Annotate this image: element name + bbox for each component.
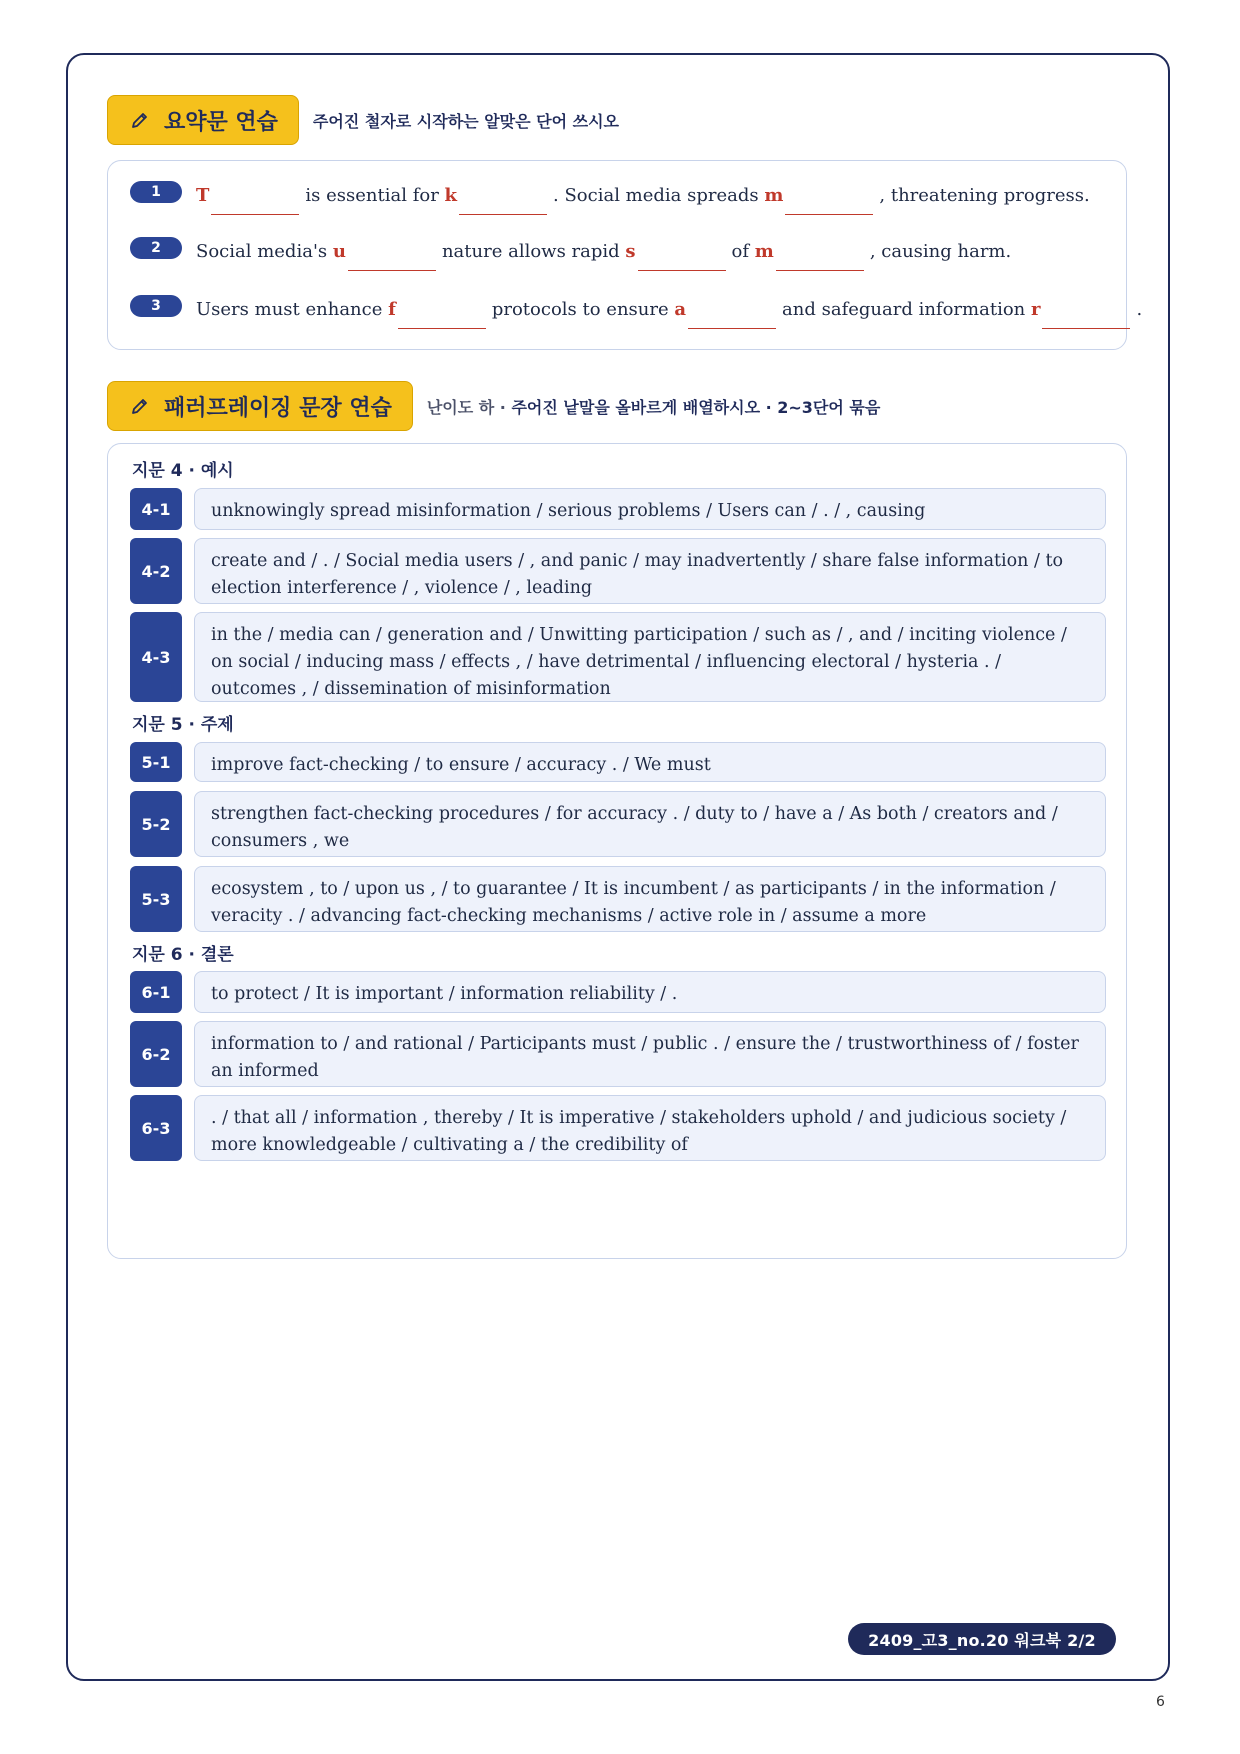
- difficulty-label: 난이도 하 ·: [426, 397, 512, 417]
- sentence-text: of: [731, 241, 755, 262]
- passage-label: 지문 5 · 주제: [132, 715, 234, 735]
- paraphrase-tag: [107, 381, 413, 431]
- word-chunks-box: create and / . / Social media users / , and panic / may inadvertently / share false information / to election interference / , violence / , leading: [194, 538, 1106, 604]
- item-number-badge: 4-2: [130, 538, 182, 604]
- summary-header: [107, 95, 619, 145]
- item-number-badge: 4-1: [130, 488, 182, 530]
- paraphrase-item: [130, 971, 1106, 1013]
- summary-sentence: [196, 241, 1011, 271]
- answer-blank[interactable]: [1042, 308, 1130, 329]
- sentence-text: . Social media spreads: [553, 185, 765, 206]
- initial-letter-hint: k: [444, 185, 458, 206]
- answer-blank[interactable]: [638, 250, 726, 271]
- footer-tag: 2409_고3_no.20 워크북 2/2: [848, 1623, 1116, 1655]
- summary-card: [107, 160, 1143, 350]
- initial-letter-hint: s: [625, 241, 636, 262]
- sentence-text: nature allows rapid: [441, 241, 626, 262]
- sentence-text: protocols to ensure: [491, 299, 675, 320]
- paraphrase-title: 패러프레이징 문장 연습: [164, 395, 392, 421]
- word-chunks-box: ecosystem , to / upon us , / to guarantee / It is incumbent / as participants / in the information / veracity . / advancing fact-checking mechanisms / active role in / assume a more: [194, 866, 1106, 932]
- word-chunks-box: information to / and rational / Participants must / public . / ensure the / trustworthiness of / foster an informed: [194, 1021, 1106, 1087]
- sentence-text: , threatening progress.: [879, 185, 1090, 206]
- initial-letter-hint: a: [674, 299, 687, 320]
- sentence-text: .: [1136, 299, 1143, 320]
- item-number-badge: 6-1: [130, 971, 182, 1013]
- passage-label: 지문 6 · 결론: [132, 945, 234, 965]
- paraphrase-item: [130, 866, 1106, 932]
- item-number-badge: 6-3: [130, 1095, 182, 1161]
- summary-sentence: [196, 185, 1090, 215]
- summary-row: [130, 181, 1106, 225]
- answer-blank[interactable]: [398, 308, 486, 329]
- sentence-text: and safeguard information: [782, 299, 1031, 320]
- summary-title: 요약문 연습: [164, 109, 278, 135]
- answer-blank[interactable]: [459, 194, 547, 215]
- initial-letter-hint: m: [754, 241, 774, 262]
- paraphrase-item: [130, 742, 1106, 782]
- item-number-badge: 5-1: [130, 742, 182, 782]
- answer-blank[interactable]: [348, 250, 436, 271]
- paraphrase-instruction: 주어진 낱말을 올바르게 배열하시오 · 2~3단어 묶음: [511, 397, 881, 417]
- initial-letter-hint: u: [332, 241, 346, 262]
- word-chunks-box: strengthen fact-checking procedures / for accuracy . / duty to / have a / As both / creators and / consumers , we: [194, 791, 1106, 857]
- paraphrase-item: [130, 488, 1106, 530]
- answer-blank[interactable]: [688, 308, 776, 329]
- sentence-text: Social media's: [196, 241, 333, 262]
- word-chunks-box: in the / media can / generation and / Unwitting participation / such as / , and / inciting violence / on social / inducing mass / effects , / have detrimental / influencing electoral / hysteria . / outcomes , / dissemination of misinformation: [194, 612, 1106, 702]
- pencil-icon: [130, 396, 150, 416]
- summary-row: [130, 237, 1106, 281]
- paraphrase-card: [107, 443, 1127, 1259]
- paraphrase-item: [130, 791, 1106, 857]
- item-number-badge: 5-2: [130, 791, 182, 857]
- word-chunks-box: . / that all / information , thereby / It is imperative / stakeholders uphold / and judicious society / more knowledgeable / cultivating a / the credibility of: [194, 1095, 1106, 1161]
- summary-sentence: [196, 299, 1142, 329]
- word-chunks-box: unknowingly spread misinformation / serious problems / Users can / . / , causing: [194, 488, 1106, 530]
- paraphrase-item: [130, 612, 1106, 702]
- page-number: 6: [1156, 1694, 1165, 1710]
- paraphrase-header: [107, 381, 880, 431]
- paraphrase-item: [130, 1021, 1106, 1087]
- summary-row: [130, 295, 1143, 339]
- word-chunks-box: to protect / It is important / information reliability / .: [194, 971, 1106, 1013]
- paraphrase-description: [427, 395, 880, 418]
- answer-blank[interactable]: [211, 194, 299, 215]
- item-number-badge: 4-3: [130, 612, 182, 702]
- sentence-text: is essential for: [305, 185, 445, 206]
- initial-letter-hint: T: [196, 185, 210, 206]
- sentence-text: , causing harm.: [869, 241, 1012, 262]
- answer-blank[interactable]: [785, 194, 873, 215]
- summary-row-number: 1: [130, 181, 182, 203]
- answer-blank[interactable]: [776, 250, 864, 271]
- item-number-badge: 5-3: [130, 866, 182, 932]
- passage-label: 지문 4 · 예시: [132, 461, 234, 481]
- item-number-badge: 6-2: [130, 1021, 182, 1087]
- summary-row-number: 2: [130, 237, 182, 259]
- summary-tag: [107, 95, 299, 145]
- initial-letter-hint: f: [388, 299, 396, 320]
- initial-letter-hint: m: [764, 185, 784, 206]
- sentence-text: Users must enhance: [196, 299, 389, 320]
- paraphrase-item: [130, 1095, 1106, 1161]
- initial-letter-hint: r: [1030, 299, 1041, 320]
- summary-row-number: 3: [130, 295, 182, 317]
- paraphrase-item: [130, 538, 1106, 604]
- pencil-icon: [130, 110, 150, 130]
- word-chunks-box: improve fact-checking / to ensure / accuracy . / We must: [194, 742, 1106, 782]
- summary-description: 주어진 철자로 시작하는 알맞은 단어 쓰시오: [312, 111, 619, 131]
